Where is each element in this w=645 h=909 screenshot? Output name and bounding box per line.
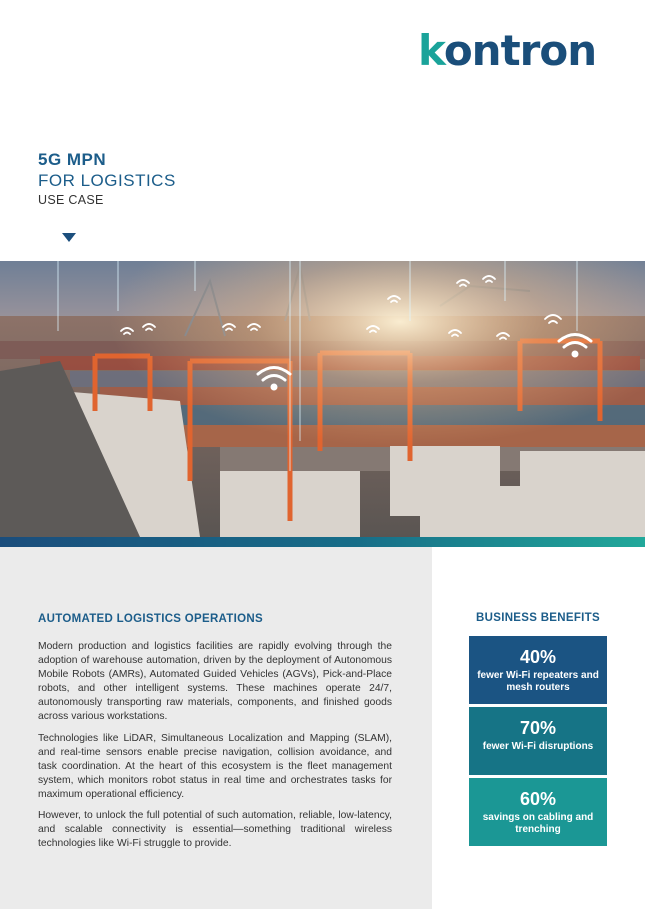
benefits-title: BUSINESS BENEFITS	[476, 612, 600, 624]
benefit-percent: 70%	[519, 718, 557, 738]
gradient-band	[0, 537, 645, 547]
section-title: AUTOMATED LOGISTICS OPERATIONS	[38, 613, 263, 625]
benefit-description: fewer Wi-Fi repeaters and mesh routers	[477, 670, 599, 693]
title-5g-mpn: 5G MPN	[38, 150, 107, 169]
title-for-logistics: FOR LOGISTICS	[38, 171, 176, 190]
benefit-percent: 40%	[519, 647, 557, 667]
paragraph: However, to unlock the full potential of such automation, reliable, low-latency, and scalable connectivity is essential—something traditional wireless technologies like Wi-Fi struggle to provide.	[38, 810, 392, 850]
hero-port-image	[0, 261, 645, 537]
paragraph: Modern production and logistics facilities are rapidly evolving through the adoption of warehouse automation, driven by the deployment of Autonomous Mobile Robots (AMRs), Automated Guided Vehicles (AGVs), Pick-and-Place robots, and other intelligent systems. These machines operate 24/7, autonomously transporting raw materials, components, and finished goods across various workstations.	[38, 641, 392, 723]
down-arrow-icon	[62, 233, 76, 242]
subtitle-use-case: USE CASE	[38, 193, 104, 207]
document-title	[38, 150, 176, 208]
kontron-logo: kontron	[418, 26, 597, 75]
benefit-description: fewer Wi-Fi disruptions	[482, 741, 594, 752]
section-body	[38, 640, 392, 858]
benefit-percent: 60%	[519, 789, 557, 809]
benefit-description: savings on cabling and trenching	[482, 812, 594, 835]
benefit-card	[469, 636, 607, 704]
benefit-card	[469, 778, 607, 846]
benefit-card	[469, 707, 607, 775]
paragraph: Technologies like LiDAR, Simultaneous Localization and Mapping (SLAM), and real-time sensors enable precise navigation, collision avoidance, and task coordination. At the heart of this ecosystem is the fleet management system, which monitors robot status in real time and orchestrates tasks for maximum operational efficiency.	[38, 732, 392, 800]
